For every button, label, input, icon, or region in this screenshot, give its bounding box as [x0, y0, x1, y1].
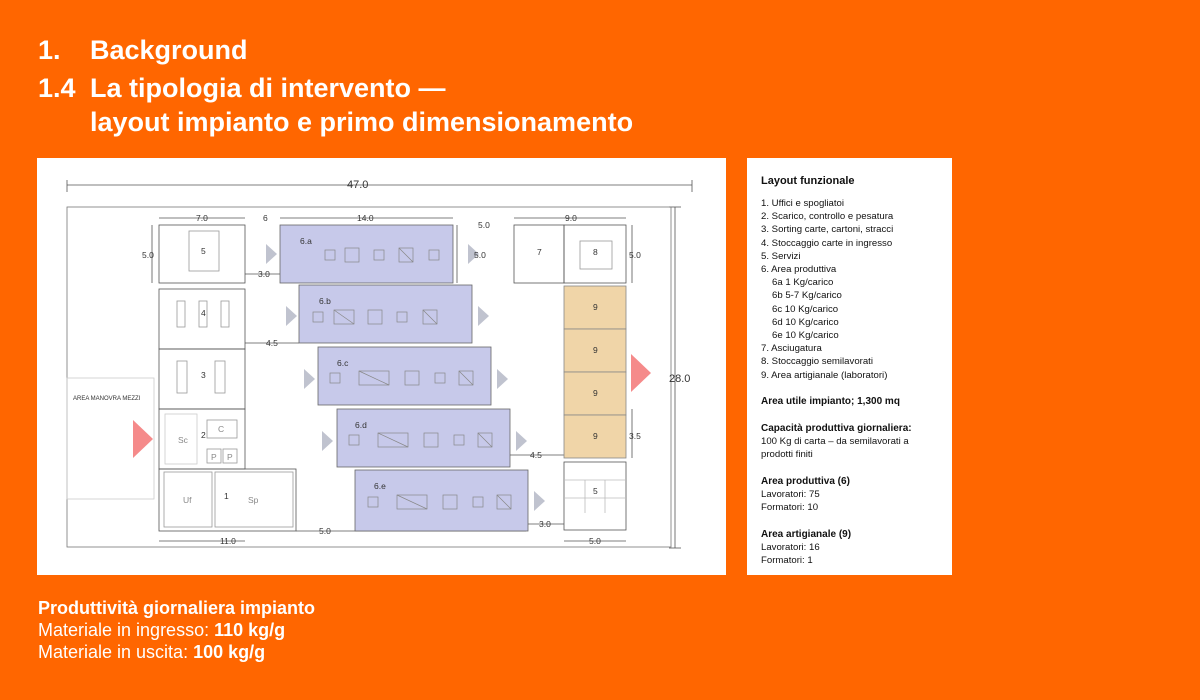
heading-line-3 — [38, 107, 633, 138]
room-label: P — [227, 452, 233, 462]
dim-label: 5.0 — [629, 250, 641, 260]
room-4 — [159, 289, 245, 349]
production-line-6c — [318, 347, 491, 405]
dim-label: 7.0 — [196, 213, 208, 223]
dim-label: 4.5 — [530, 450, 542, 460]
dim-label: 5.0 — [478, 220, 490, 230]
room-label: P — [211, 452, 217, 462]
area-manovra-label: AREA MANOVRA MEZZI — [73, 396, 141, 402]
legend-subitem: 6b 5-7 Kg/carico — [772, 290, 842, 302]
production-line-6b — [299, 285, 472, 343]
capacity-line: 100 Kg di carta – da semilavorati a — [761, 436, 909, 448]
area9-lavoratori: Lavoratori: 16 — [761, 542, 820, 554]
heading-text-3: layout impianto e primo dimensionamento — [90, 107, 634, 137]
dim-label: 5.0 — [474, 250, 486, 260]
floor-plan-panel — [37, 158, 726, 575]
production-line-label: 6.b — [319, 296, 331, 306]
flow-arrow-icon — [516, 431, 527, 451]
room-label: C — [218, 424, 225, 434]
productivity-out — [38, 641, 315, 663]
room-label: 3 — [201, 370, 206, 380]
room-label: 9 — [593, 388, 598, 398]
dim-label: 3.0 — [539, 519, 551, 529]
out-value: 100 kg/g — [193, 642, 266, 662]
room-label: Sp — [248, 495, 259, 505]
dim-label: 5.0 — [589, 536, 601, 546]
dim-label: 14.0 — [357, 213, 374, 223]
legend-item: 1. Uffici e spogliatoi — [761, 198, 845, 209]
flow-arrow-icon — [497, 369, 508, 389]
heading-text-1: Background — [90, 35, 248, 65]
room-label: 9 — [593, 431, 598, 441]
productivity-in — [38, 619, 315, 641]
flow-arrow-icon — [478, 306, 489, 326]
dim-label: 5.0 — [142, 250, 154, 260]
dim-label-total-height: 28.0 — [669, 373, 691, 385]
legend-list — [761, 197, 893, 382]
in-label: Materiale in ingresso: — [38, 620, 215, 640]
room-label: 9 — [593, 302, 598, 312]
room-label: 5 — [201, 246, 206, 256]
out-label: Materiale in uscita: — [38, 642, 194, 662]
legend-title: Layout funzionale — [761, 175, 855, 187]
dim-label: 6 — [263, 213, 268, 223]
area6-formatori: Formatori: 10 — [761, 502, 819, 514]
heading-line-2 — [38, 73, 446, 104]
room-label: Uf — [183, 495, 192, 505]
legend-panel — [747, 158, 952, 575]
room-label: 9 — [593, 345, 598, 355]
dim-label: 3.5 — [629, 431, 641, 441]
heading-text-2: La tipologia di intervento — — [90, 73, 446, 103]
capacity-title: Capacità produttiva giornaliera: — [761, 423, 912, 434]
area6-lavoratori: Lavoratori: 75 — [761, 489, 820, 501]
production-line-label: 6.e — [374, 481, 386, 491]
production-line-label: 6.a — [300, 236, 312, 246]
flow-arrow-icon — [304, 369, 315, 389]
area9-title: Area artigianale (9) — [761, 529, 852, 540]
heading-number-2: 1.4 — [38, 73, 76, 103]
production-line-label: 6.c — [337, 358, 349, 368]
exit-arrow-icon — [631, 354, 651, 392]
productivity-title: Produttività giornaliera impianto — [38, 598, 316, 618]
legend-subitem: 6e 10 Kg/carico — [772, 330, 839, 342]
room-label: 2 — [201, 430, 206, 440]
flow-arrow-icon — [534, 491, 545, 511]
room-label: 5 — [593, 486, 598, 496]
room-label: 1 — [224, 491, 229, 501]
legend-item: 8. Stoccaggio semilavorati — [761, 356, 873, 368]
flow-arrow-icon — [286, 306, 297, 326]
production-line-label: 6.d — [355, 420, 367, 430]
dim-label: 5.0 — [319, 526, 331, 536]
floor-plan-drawing — [37, 158, 726, 575]
legend-subitem: 6c 10 Kg/carico — [772, 303, 839, 315]
area6-block — [761, 475, 850, 515]
room-label: 8 — [593, 247, 598, 257]
heading-line-1 — [38, 35, 248, 66]
legend-item: 6. Area produttiva — [761, 264, 837, 276]
area-utile-text: Area utile impianto; 1,300 mq — [761, 396, 900, 407]
flow-arrow-icon — [266, 244, 277, 264]
dim-label: 4.5 — [266, 338, 278, 348]
productivity-summary — [38, 597, 315, 663]
room-label: 4 — [201, 308, 206, 318]
area9-formatori: Formatori: 1 — [761, 555, 813, 567]
area9-block — [761, 528, 851, 568]
legend-item: 5. Servizi — [761, 250, 801, 262]
room-label: 7 — [537, 247, 542, 257]
dim-label: 11.0 — [220, 536, 236, 546]
legend-item: 3. Sorting carte, cartoni, stracci — [761, 224, 894, 236]
capacity-line: prodotti finiti — [761, 449, 813, 461]
dim-label: 9.0 — [565, 213, 577, 223]
legend-item: 4. Stoccaggio carte in ingresso — [761, 237, 893, 249]
legend-item: 9. Area artigianale (laboratori) — [761, 369, 888, 381]
capacity-block — [761, 422, 912, 462]
area-utile-block — [761, 395, 900, 408]
legend-item: 2. Scarico, controllo e pesatura — [761, 211, 894, 223]
dim-label-total-width: 47.0 — [347, 179, 369, 191]
legend-subitem: 6d 10 Kg/carico — [772, 316, 839, 328]
room-5-right — [564, 462, 626, 530]
legend-item: 7. Asciugatura — [761, 343, 822, 355]
heading-number-1: 1. — [38, 35, 61, 65]
legend-subitem: 6a 1 Kg/carico — [772, 277, 834, 289]
production-line-6a — [280, 225, 453, 283]
dim-label: 3.0 — [258, 269, 270, 279]
area6-title: Area produttiva (6) — [761, 476, 850, 487]
room-label: Sc — [178, 435, 188, 445]
in-value: 110 kg/g — [214, 620, 286, 640]
entry-arrow-icon — [133, 420, 153, 458]
production-line-6d — [337, 409, 510, 467]
flow-arrow-icon — [322, 431, 333, 451]
